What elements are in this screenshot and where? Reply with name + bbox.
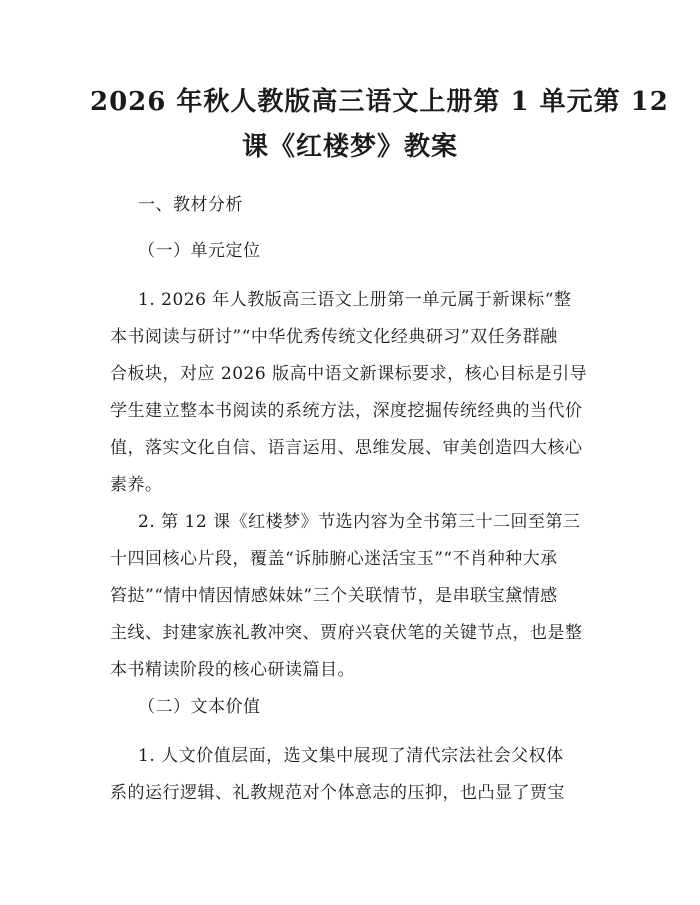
paragraph-1-line: 素养。 <box>110 475 163 495</box>
paragraph-3 <box>110 738 600 812</box>
document-title-line-2: 课《红楼梦》教案 <box>241 132 458 162</box>
paragraph-1-line: 值，落实文化自信、语言运用、思维发展、审美创造四大核心 <box>110 438 583 458</box>
paragraph-2 <box>110 504 600 689</box>
paragraph-3-line: 系的运行逻辑、礼教规范对个体意志的压抑，也凸显了贾宝 <box>110 783 565 803</box>
subsection-heading-unit-positioning: （一）单元定位 <box>138 241 261 261</box>
paragraph-1-line: 合板块，对应 2026 版高中语文新课标要求，核心目标是引导 <box>110 364 588 384</box>
subsection-heading-text-value: （二）文本价值 <box>138 697 261 717</box>
section-heading-teaching-material-analysis: 一、教材分析 <box>138 195 243 215</box>
paragraph-2-line: 2. 第 12 课《红楼梦》节选内容为全书第三十二回至第三 <box>138 512 581 532</box>
paragraph-1 <box>110 282 600 504</box>
paragraph-2-line: 十四回核心片段，覆盖“诉肺腑心迷活宝玉”“不肖种种大承 <box>110 549 558 569</box>
paragraph-1-line: 1. 2026 年人教版高三语文上册第一单元属于新课标“整 <box>138 290 572 310</box>
document-title-line-1: 2026 年秋人教版高三语文上册第 1 单元第 12 <box>90 87 669 117</box>
paragraph-2-line: 笞挞”“情中情因情感妹妹”三个关联情节，是串联宝黛情感 <box>110 586 558 606</box>
paragraph-2-line: 主线、封建家族礼教冲突、贾府兴衰伏笔的关键节点，也是整 <box>110 623 583 643</box>
paragraph-2-line: 本书精读阶段的核心研读篇目。 <box>110 660 355 680</box>
paragraph-1-line: 学生建立整本书阅读的系统方法，深度挖掘传统经典的当代价 <box>110 401 583 421</box>
paragraph-3-line: 1. 人文价值层面，选文集中展现了清代宗法社会父权体 <box>138 746 564 766</box>
paragraph-1-line: 本书阅读与研讨”“中华优秀传统文化经典研习”双任务群融 <box>110 327 558 347</box>
